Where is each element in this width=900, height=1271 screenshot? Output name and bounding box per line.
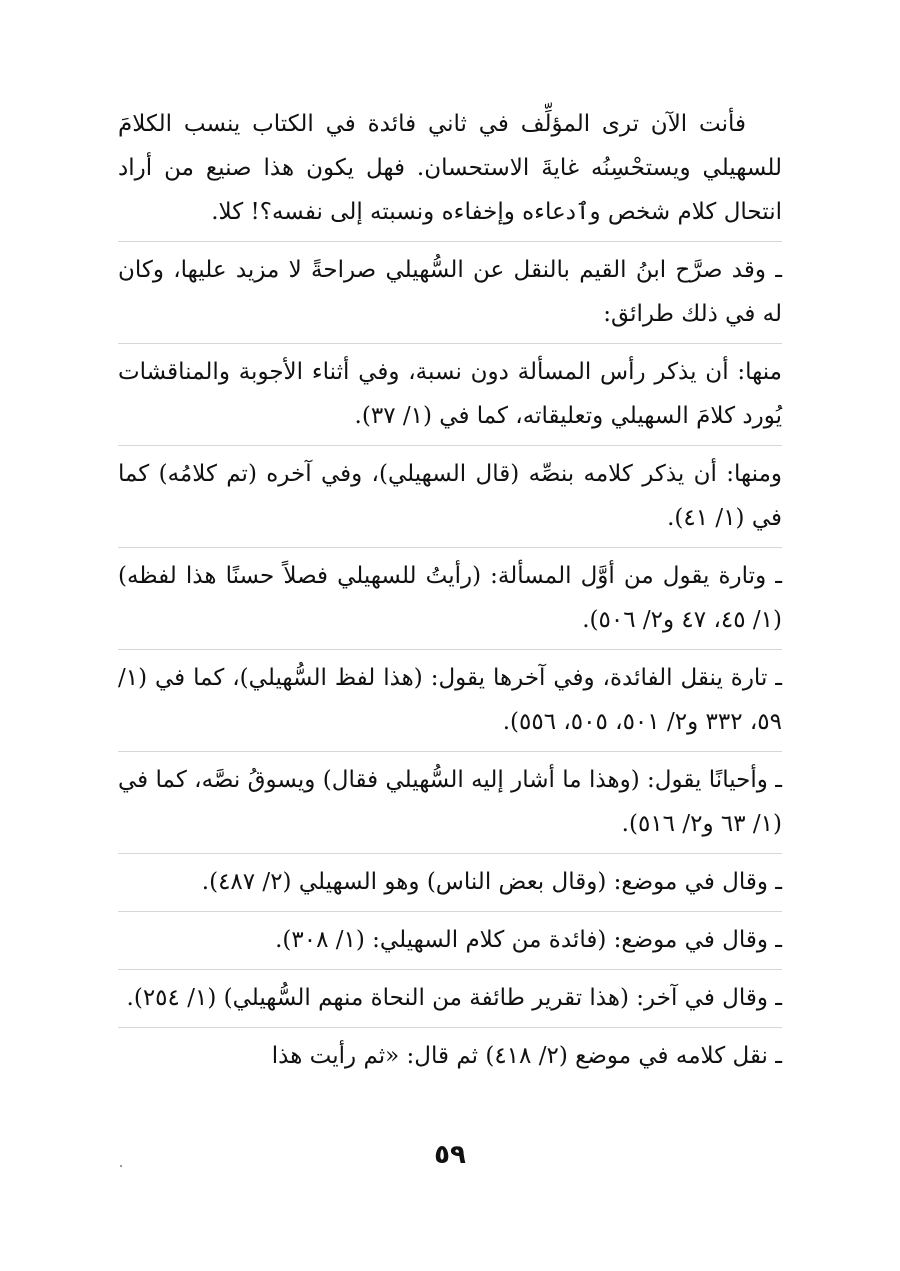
paragraph-3: منها: أن يذكر رأس المسألة دون نسبة، وفي أثناء الأجوبة والمناقشات يُورد كلامَ السهيلي وتعليقاته، كما في (١/ ٣٧).: [118, 350, 782, 446]
paragraph-5: ـ وتارة يقول من أوَّل المسألة: (رأيتُ للسهيلي فصلاً حسنًا هذا لفظه) (١/ ٤٥، ٤٧ و٢/ ٥٠٦).: [118, 554, 782, 650]
paragraph-8: ـ وقال في موضع: (وقال بعض الناس) وهو السهيلي (٢/ ٤٨٧).: [118, 860, 782, 912]
paragraph-1: فأنت الآن ترى المؤلِّف في ثاني فائدة في الكتاب ينسب الكلامَ للسهيلي ويستحْسِنُه غايةَ الاستحسان. فهل يكون هذا صنيع من أراد انتحال كلام شخص وٱدعاءه وإخفاءه ونسبته إلى نفسه؟! كلا.: [118, 102, 782, 242]
paragraph-11: ـ نقل كلامه في موضع (٢/ ٤١٨) ثم قال: «ثم رأيت هذا: [271, 1043, 782, 1069]
paragraph-4: ومنها: أن يذكر كلامه بنصِّه (قال السهيلي)، وفي آخره (تم كلامُه) كما في (١/ ٤١).: [118, 452, 782, 548]
paragraph-2: ـ وقد صرَّح ابنُ القيم بالنقل عن السُّهيلي صراحةً لا مزيد عليها، وكان له في ذلك طرائق:: [118, 248, 782, 344]
paragraph-6: ـ تارة ينقل الفائدة، وفي آخرها يقول: (هذا لفظ السُّهيلي)، كما في (١/ ٥٩، ٣٣٢ و٢/ ٥٠١، ٥٠٥، ٥٥٦).: [118, 656, 782, 752]
paragraph-9: ـ وقال في موضع: (فائدة من كلام السهيلي: (١/ ٣٠٨).: [118, 918, 782, 970]
body-text: [118, 102, 782, 1091]
paragraph-7: ـ وأحيانًا يقول: (وهذا ما أشار إليه السُّهيلي فقال) ويسوقُ نصَّه، كما في (١/ ٦٣ و٢/ ٥١٦).: [118, 758, 782, 854]
paragraph-10: ـ وقال في آخر: (هذا تقرير طائفة من النحاة منهم السُّهيلي) (١/ ٢٥٤).: [118, 976, 782, 1028]
page-number: ٥٩: [434, 1140, 466, 1170]
scan-speck: [120, 1165, 122, 1167]
